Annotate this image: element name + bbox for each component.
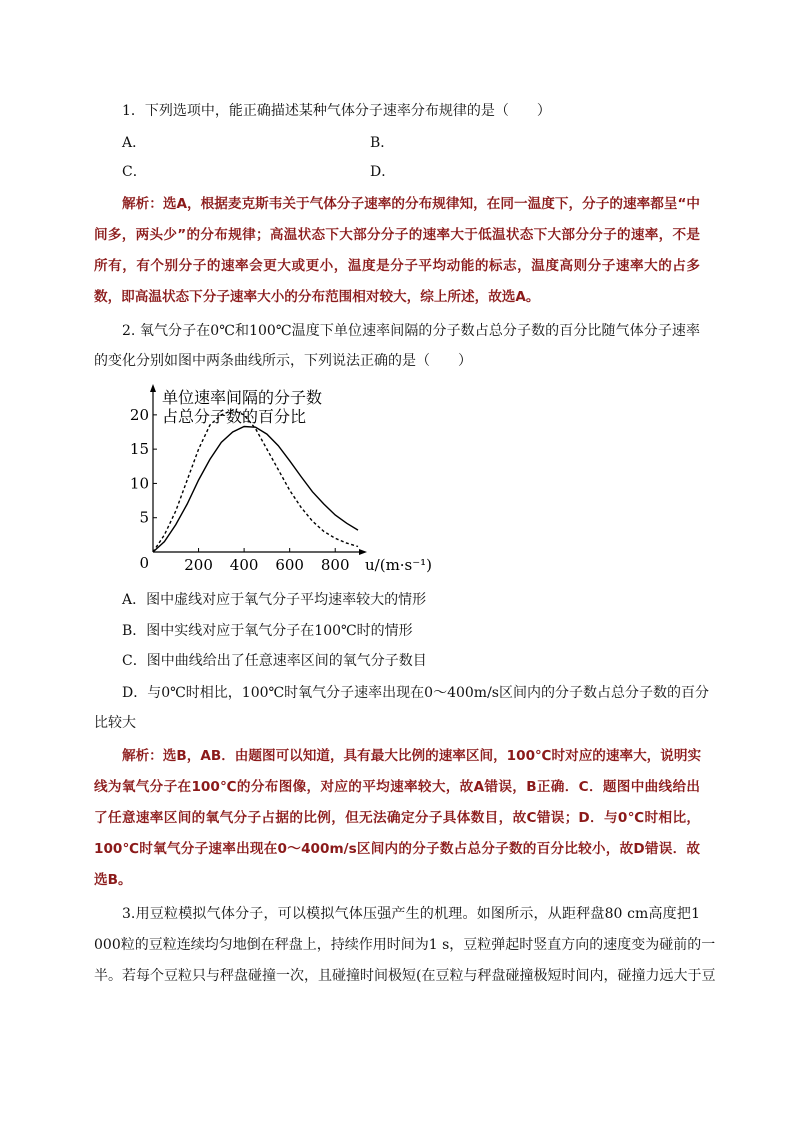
y-axis-arrow — [150, 384, 156, 392]
q2-analysis-line: 解析：选B，AB．由题图可以知道，具有最大比例的速率区间，100℃时对应的速率大，说明实 — [122, 748, 702, 764]
dashed-curve — [153, 410, 358, 552]
x-tick-label: 600 — [275, 556, 304, 574]
q2-stem-line: 的变化分别如图中两条曲线所示，下列说法正确的是（ ） — [94, 353, 472, 369]
y-tick-label: 15 — [129, 440, 149, 459]
q2-analysis-line: 了任意速率区间的氧气分子占据的比例，但无法确定分子具体数目，故C错误；D．与0℃时相比， — [94, 810, 700, 826]
q2-analysis-line: 选B。 — [94, 872, 132, 888]
q3-line: 3.用豆粒模拟气体分子，可以模拟气体压强产生的机理。如图所示，从距秤盘80 cm高度把1 — [122, 906, 700, 922]
y-tick-label: 20 — [129, 405, 149, 424]
q1-analysis-line: 解析：选A，根据麦克斯韦关于气体分子速率的分布规律知，在同一温度下，分子的速率都呈“中 — [122, 196, 700, 212]
q3-line: 半。若每个豆粒只与秤盘碰撞一次，且碰撞时间极短(在豆粒与秤盘碰撞极短时间内，碰撞力远大于豆 — [94, 968, 716, 984]
q2-option-d-cont: 比较大 — [94, 715, 136, 731]
q2-option-c: C．图中曲线给出了任意速率区间的氧气分子数目 — [122, 653, 427, 669]
x-axis-label: u/(m·s⁻¹) — [365, 556, 433, 574]
x-tick-label: 400 — [229, 556, 259, 574]
chart-title-line: 占总分子数的百分比 — [162, 407, 307, 426]
q1-option-c: C． — [122, 164, 147, 180]
q1-option-d: D． — [370, 164, 396, 180]
x-axis-arrow — [359, 549, 367, 555]
q1-option-a: A． — [122, 135, 147, 151]
q2-option-d: D．与0℃时相比，100℃时氧气分子速率出现在0～400m/s区间内的分子数占总分子数的百分 — [122, 685, 709, 701]
x-tick-label: 800 — [320, 556, 350, 574]
q1-analysis-line: 所有，有个别分子的速率会更大或更小，温度是分子平均动能的标志，温度高则分子速率大的占多 — [94, 258, 700, 274]
q2-option-b: B．图中实线对应于氧气分子在100℃时的情形 — [122, 623, 413, 639]
q1-analysis-line: 间多，两头少”的分布规律；高温状态下大部分分子的速率大于低温状态下大部分分子的速率，不是 — [94, 227, 700, 243]
q1-analysis-line: 数，即高温状态下分子速率大小的分布范围相对较大，综上所述，故选A。 — [94, 289, 540, 305]
speed-distribution-chart — [125, 380, 433, 590]
x-tick-label: 200 — [184, 556, 213, 574]
q2-analysis-line: 线为氧气分子在100℃的分布图像，对应的平均速率较大，故A错误，B正确．C．题图中曲线给出 — [94, 779, 700, 795]
q2-stem-line: 2. 氧气分子在0℃和100℃温度下单位速率间隔的分子数占总分子数的百分比随气体分子速率 — [122, 323, 700, 339]
q2-analysis-line: 100℃时氧气分子速率出现在0～400m/s区间内的分子数占总分子数的百分比较小，故D错误．故 — [94, 841, 700, 857]
y-tick-label: 10 — [129, 474, 149, 493]
origin-label: 0 — [139, 554, 149, 572]
q1-option-b: B． — [370, 135, 395, 151]
q3-line: 000粒的豆粒连续均匀地倒在秤盘上，持续作用时间为1 s，豆粒弹起时竖直方向的速度变为碰前的一 — [94, 937, 716, 953]
y-tick-label: 5 — [139, 508, 149, 527]
q1-stem: 1．下列选项中，能正确描述某种气体分子速率分布规律的是（ ） — [122, 103, 551, 119]
q2-option-a: A．图中虚线对应于氧气分子平均速率较大的情形 — [122, 592, 427, 608]
chart-title-line: 单位速率间隔的分子数 — [162, 388, 323, 407]
